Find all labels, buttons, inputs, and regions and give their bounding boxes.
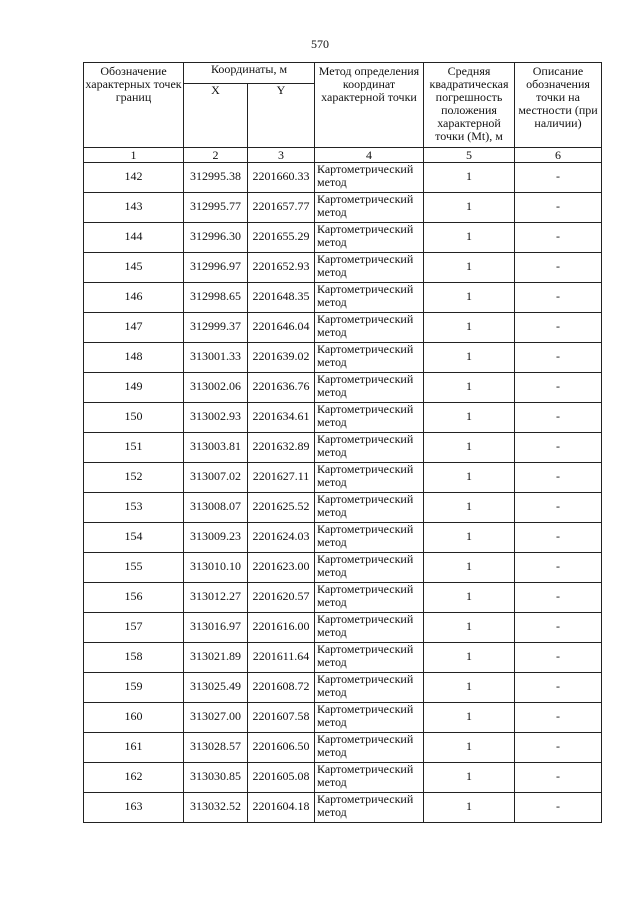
point-id-cell: 155: [84, 553, 184, 583]
method-cell: Картометрический метод: [315, 763, 424, 793]
description-cell: -: [515, 703, 602, 733]
method-cell: Картометрический метод: [315, 733, 424, 763]
accuracy-cell: 1: [424, 733, 515, 763]
accuracy-cell: 1: [424, 763, 515, 793]
x-coordinate-cell: 313007.02: [184, 463, 248, 493]
table-row: [84, 613, 602, 643]
method-cell: Картометрический метод: [315, 643, 424, 673]
table-row: [84, 553, 602, 583]
x-coordinate-cell: 313025.49: [184, 673, 248, 703]
y-coordinate-cell: 2201627.11: [248, 463, 315, 493]
method-cell: Картометрический метод: [315, 523, 424, 553]
description-cell: -: [515, 553, 602, 583]
y-coordinate-cell: 2201624.03: [248, 523, 315, 553]
table-row: [84, 493, 602, 523]
column-number: 2: [184, 148, 248, 163]
method-cell: Картометрический метод: [315, 433, 424, 463]
point-id-cell: 142: [84, 163, 184, 193]
method-cell: Картометрический метод: [315, 703, 424, 733]
y-coordinate-cell: 2201655.29: [248, 223, 315, 253]
column-number: 1: [84, 148, 184, 163]
description-cell: -: [515, 283, 602, 313]
y-coordinate-cell: 2201625.52: [248, 493, 315, 523]
point-id-cell: 151: [84, 433, 184, 463]
y-coordinate-cell: 2201604.18: [248, 793, 315, 823]
method-cell: Картометрический метод: [315, 613, 424, 643]
header-coordinates: Координаты, м: [184, 63, 315, 84]
column-number: 3: [248, 148, 315, 163]
x-coordinate-cell: 313009.23: [184, 523, 248, 553]
accuracy-cell: 1: [424, 673, 515, 703]
accuracy-cell: 1: [424, 283, 515, 313]
method-cell: Картометрический метод: [315, 193, 424, 223]
point-id-cell: 161: [84, 733, 184, 763]
y-coordinate-cell: 2201652.93: [248, 253, 315, 283]
method-cell: Картометрический метод: [315, 163, 424, 193]
point-id-cell: 148: [84, 343, 184, 373]
table-row: [84, 163, 602, 193]
x-coordinate-cell: 313032.52: [184, 793, 248, 823]
accuracy-cell: 1: [424, 643, 515, 673]
y-coordinate-cell: 2201611.64: [248, 643, 315, 673]
column-number: 6: [515, 148, 602, 163]
point-id-cell: 143: [84, 193, 184, 223]
method-cell: Картометрический метод: [315, 373, 424, 403]
x-coordinate-cell: 312995.77: [184, 193, 248, 223]
accuracy-cell: 1: [424, 583, 515, 613]
point-id-cell: 163: [84, 793, 184, 823]
y-coordinate-cell: 2201620.57: [248, 583, 315, 613]
y-coordinate-cell: 2201639.02: [248, 343, 315, 373]
accuracy-cell: 1: [424, 193, 515, 223]
description-cell: -: [515, 643, 602, 673]
accuracy-cell: 1: [424, 433, 515, 463]
table-row: [84, 223, 602, 253]
y-coordinate-cell: 2201606.50: [248, 733, 315, 763]
y-coordinate-cell: 2201646.04: [248, 313, 315, 343]
table-body: [84, 163, 602, 823]
method-cell: Картометрический метод: [315, 313, 424, 343]
table-row: [84, 283, 602, 313]
y-coordinate-cell: 2201616.00: [248, 613, 315, 643]
accuracy-cell: 1: [424, 493, 515, 523]
table-row: [84, 733, 602, 763]
method-cell: Картометрический метод: [315, 253, 424, 283]
point-id-cell: 156: [84, 583, 184, 613]
table-row: [84, 403, 602, 433]
description-cell: -: [515, 493, 602, 523]
x-coordinate-cell: 313002.93: [184, 403, 248, 433]
description-cell: -: [515, 583, 602, 613]
point-id-cell: 152: [84, 463, 184, 493]
header-method: Метод определения координат характерной точки: [315, 63, 424, 148]
accuracy-cell: 1: [424, 553, 515, 583]
y-coordinate-cell: 2201608.72: [248, 673, 315, 703]
description-cell: -: [515, 523, 602, 553]
method-cell: Картометрический метод: [315, 283, 424, 313]
x-coordinate-cell: 312995.38: [184, 163, 248, 193]
table-row: [84, 763, 602, 793]
point-id-cell: 160: [84, 703, 184, 733]
y-coordinate-cell: 2201623.00: [248, 553, 315, 583]
table-row: [84, 673, 602, 703]
method-cell: Картометрический метод: [315, 793, 424, 823]
description-cell: -: [515, 163, 602, 193]
x-coordinate-cell: 313021.89: [184, 643, 248, 673]
y-coordinate-cell: 2201660.33: [248, 163, 315, 193]
method-cell: Картометрический метод: [315, 343, 424, 373]
description-cell: -: [515, 373, 602, 403]
description-cell: -: [515, 793, 602, 823]
accuracy-cell: 1: [424, 463, 515, 493]
description-cell: -: [515, 403, 602, 433]
accuracy-cell: 1: [424, 613, 515, 643]
x-coordinate-cell: 313027.00: [184, 703, 248, 733]
x-coordinate-cell: 312996.30: [184, 223, 248, 253]
description-cell: -: [515, 763, 602, 793]
point-id-cell: 147: [84, 313, 184, 343]
accuracy-cell: 1: [424, 163, 515, 193]
header-point-designation: Обозначение характерных точек границ: [84, 63, 184, 148]
point-id-cell: 154: [84, 523, 184, 553]
point-id-cell: 145: [84, 253, 184, 283]
table-row: [84, 583, 602, 613]
table-row: [84, 523, 602, 553]
x-coordinate-cell: 312998.65: [184, 283, 248, 313]
method-cell: Картометрический метод: [315, 403, 424, 433]
x-coordinate-cell: 313001.33: [184, 343, 248, 373]
table-row: [84, 313, 602, 343]
method-cell: Картометрический метод: [315, 493, 424, 523]
coordinates-table: [83, 62, 602, 823]
column-number: 5: [424, 148, 515, 163]
table-row: [84, 433, 602, 463]
x-coordinate-cell: 312996.97: [184, 253, 248, 283]
y-coordinate-cell: 2201605.08: [248, 763, 315, 793]
y-coordinate-cell: 2201634.61: [248, 403, 315, 433]
x-coordinate-cell: 313028.57: [184, 733, 248, 763]
method-cell: Картометрический метод: [315, 223, 424, 253]
point-id-cell: 144: [84, 223, 184, 253]
description-cell: -: [515, 313, 602, 343]
x-coordinate-cell: 313012.27: [184, 583, 248, 613]
y-coordinate-cell: 2201636.76: [248, 373, 315, 403]
point-id-cell: 150: [84, 403, 184, 433]
accuracy-cell: 1: [424, 403, 515, 433]
table-row: [84, 643, 602, 673]
x-coordinate-cell: 313008.07: [184, 493, 248, 523]
point-id-cell: 162: [84, 763, 184, 793]
header-accuracy: Средняя квадратическая погрешность положения характерной точки (Mt), м: [424, 63, 515, 148]
table-row: [84, 463, 602, 493]
y-coordinate-cell: 2201607.58: [248, 703, 315, 733]
y-coordinate-cell: 2201648.35: [248, 283, 315, 313]
x-coordinate-cell: 312999.37: [184, 313, 248, 343]
x-coordinate-cell: 313010.10: [184, 553, 248, 583]
header-description: Описание обозначения точки на местности (при наличии): [515, 63, 602, 148]
point-id-cell: 157: [84, 613, 184, 643]
x-coordinate-cell: 313003.81: [184, 433, 248, 463]
y-coordinate-cell: 2201632.89: [248, 433, 315, 463]
point-id-cell: 159: [84, 673, 184, 703]
accuracy-cell: 1: [424, 223, 515, 253]
method-cell: Картометрический метод: [315, 673, 424, 703]
point-id-cell: 158: [84, 643, 184, 673]
description-cell: -: [515, 733, 602, 763]
header-y: Y: [248, 84, 315, 148]
accuracy-cell: 1: [424, 793, 515, 823]
accuracy-cell: 1: [424, 523, 515, 553]
accuracy-cell: 1: [424, 343, 515, 373]
description-cell: -: [515, 223, 602, 253]
column-number-row: [84, 148, 602, 163]
table-row: [84, 253, 602, 283]
description-cell: -: [515, 463, 602, 493]
y-coordinate-cell: 2201657.77: [248, 193, 315, 223]
method-cell: Картометрический метод: [315, 463, 424, 493]
accuracy-cell: 1: [424, 373, 515, 403]
table-row: [84, 193, 602, 223]
table-row: [84, 703, 602, 733]
table-row: [84, 343, 602, 373]
point-id-cell: 153: [84, 493, 184, 523]
description-cell: -: [515, 193, 602, 223]
point-id-cell: 146: [84, 283, 184, 313]
table-row: [84, 373, 602, 403]
method-cell: Картометрический метод: [315, 553, 424, 583]
x-coordinate-cell: 313016.97: [184, 613, 248, 643]
point-id-cell: 149: [84, 373, 184, 403]
x-coordinate-cell: 313030.85: [184, 763, 248, 793]
table-row: [84, 793, 602, 823]
method-cell: Картометрический метод: [315, 583, 424, 613]
description-cell: -: [515, 613, 602, 643]
description-cell: -: [515, 673, 602, 703]
description-cell: -: [515, 433, 602, 463]
header-x: X: [184, 84, 248, 148]
column-number: 4: [315, 148, 424, 163]
description-cell: -: [515, 343, 602, 373]
accuracy-cell: 1: [424, 313, 515, 343]
accuracy-cell: 1: [424, 253, 515, 283]
accuracy-cell: 1: [424, 703, 515, 733]
page-number: 570: [311, 37, 329, 51]
description-cell: -: [515, 253, 602, 283]
x-coordinate-cell: 313002.06: [184, 373, 248, 403]
